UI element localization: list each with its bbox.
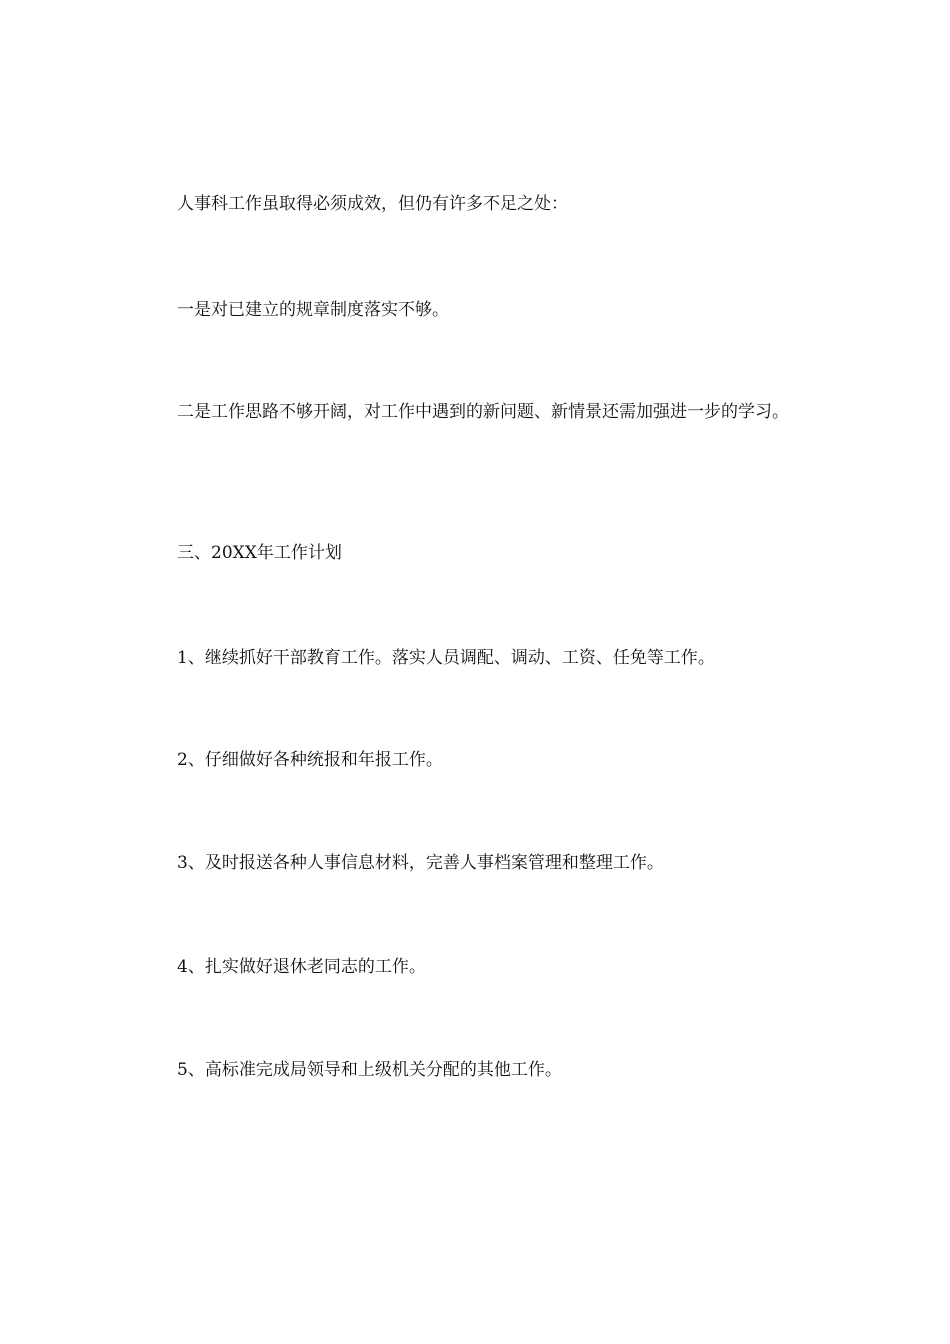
plan-item-5: 5、高标准完成局领导和上级机关分配的其他工作。	[177, 1060, 562, 1080]
plan-item-4: 4、扎实做好退休老同志的工作。	[177, 957, 426, 977]
section-heading-work-plan: 三、20XX年工作计划	[177, 543, 342, 563]
paragraph-shortcoming-2: 二是工作思路不够开阔，对工作中遇到的新问题、新情景还需加强进一步的学习。	[177, 402, 789, 422]
paragraph-shortcomings-intro: 人事科工作虽取得必须成效，但仍有许多不足之处：	[177, 194, 568, 214]
plan-item-2: 2、仔细做好各种统报和年报工作。	[177, 750, 443, 770]
plan-item-3: 3、及时报送各种人事信息材料，完善人事档案管理和整理工作。	[177, 853, 664, 873]
paragraph-shortcoming-1: 一是对已建立的规章制度落实不够。	[177, 300, 449, 320]
plan-item-1: 1、继续抓好干部教育工作。落实人员调配、调动、工资、任免等工作。	[177, 648, 715, 668]
